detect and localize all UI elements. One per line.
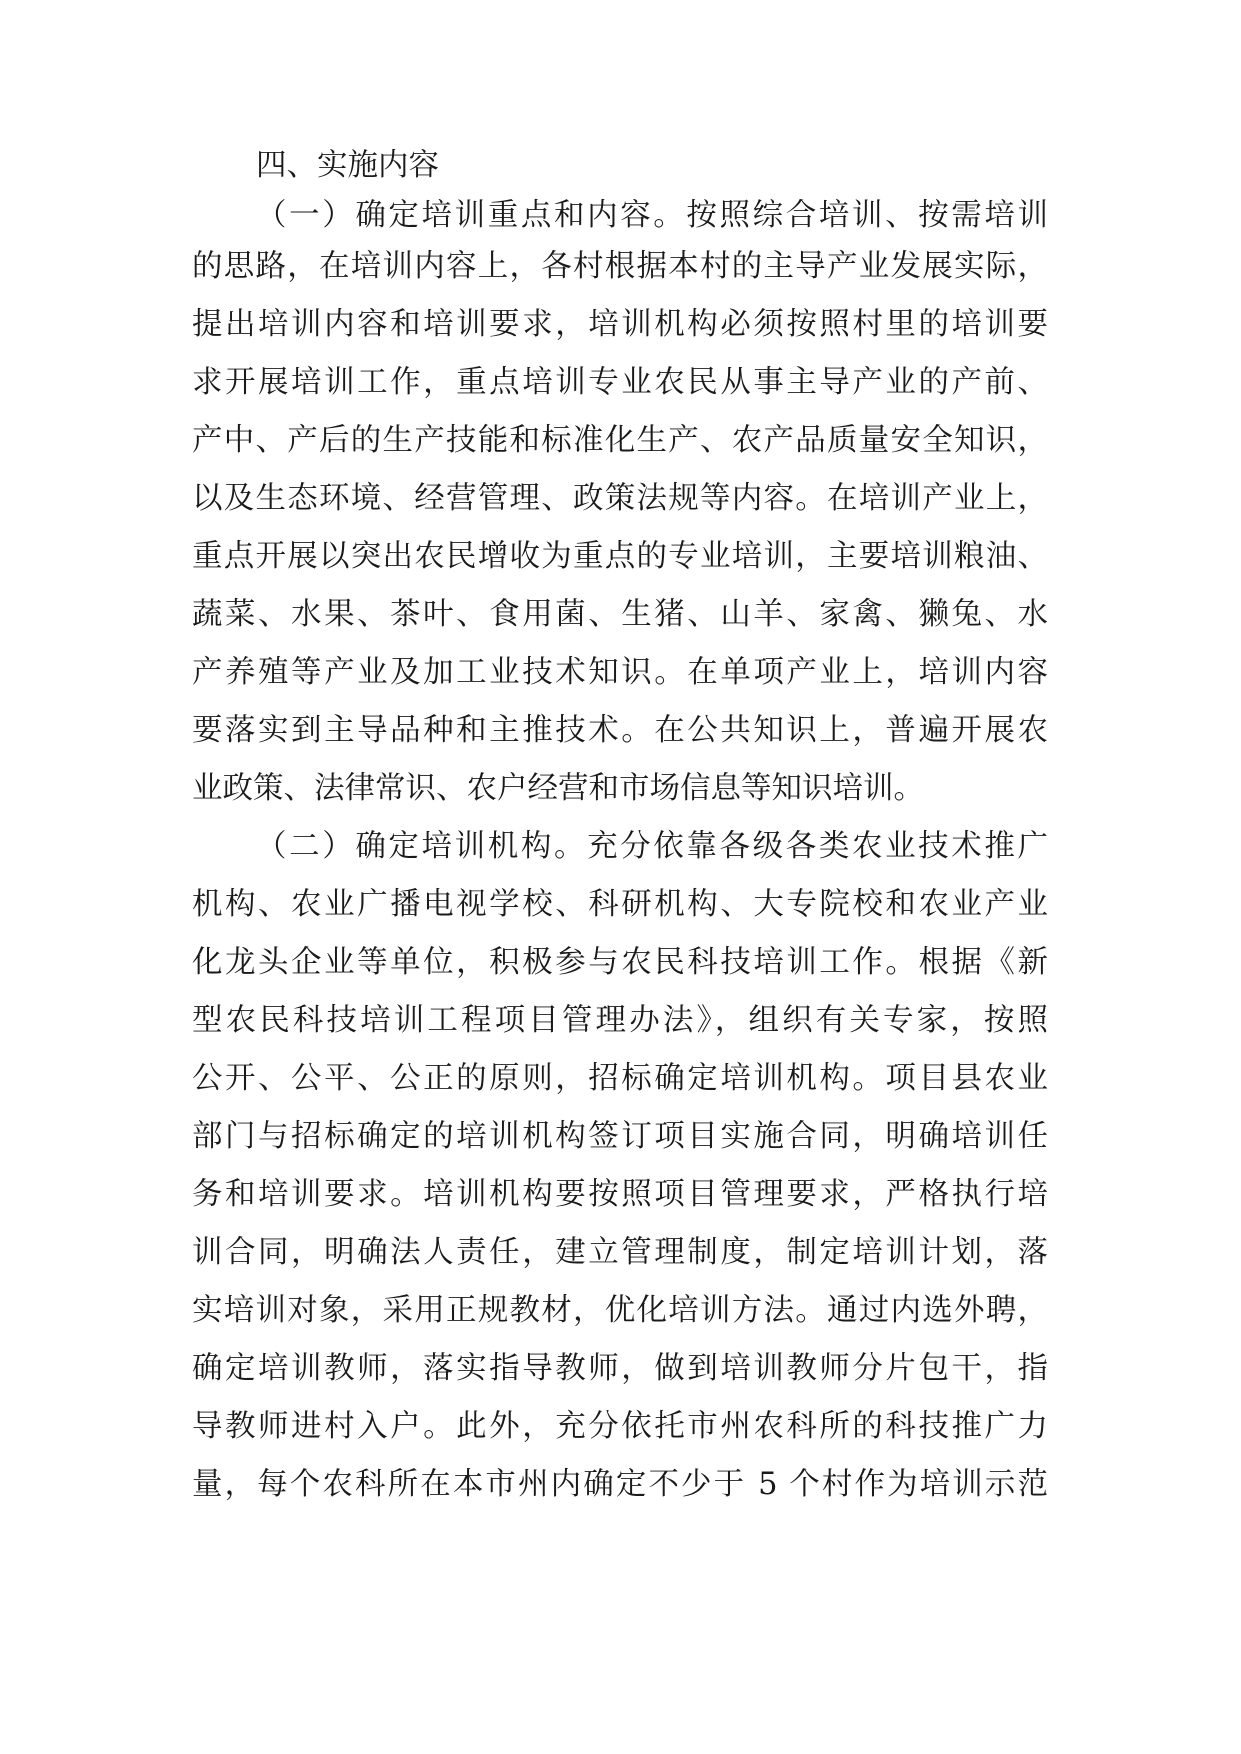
paragraph-1-line-6: 以及生态环境、经营管理、政策法规等内容。在培训产业上， xyxy=(192,481,1048,516)
paragraph-1-line-2: 的思路，在培训内容上，各村根据本村的主导产业发展实际， xyxy=(192,249,1048,284)
paragraph-1-line-5: 产中、产后的生产技能和标准化生产、农产品质量安全知识， xyxy=(192,423,1048,458)
paragraph-2-line-3: 化龙头企业等单位，积极参与农民科技培训工作。根据《新 xyxy=(192,945,1048,980)
paragraph-2-line-8: 训合同，明确法人责任，建立管理制度，制定培训计划，落 xyxy=(192,1235,1048,1270)
paragraph-1-line-10: 要落实到主导品种和主推技术。在公共知识上，普遍开展农 xyxy=(192,713,1048,748)
paragraph-2-line-1: （二）确定培训机构。充分依靠各级各类农业技术推广 xyxy=(256,829,1048,864)
paragraph-2-line-12: 量，每个农科所在本市州内确定不少于 5 个村作为培训示范 xyxy=(192,1467,1048,1502)
paragraph-2-line-11: 导教师进村入户。此外，充分依托市州农科所的科技推广力 xyxy=(192,1409,1048,1444)
paragraph-2-line-7: 务和培训要求。培训机构要按照项目管理要求，严格执行培 xyxy=(192,1177,1048,1212)
paragraph-1-line-8: 蔬菜、水果、茶叶、食用菌、生猪、山羊、家禽、獭兔、水 xyxy=(192,597,1048,632)
paragraph-1-line-7: 重点开展以突出农民增收为重点的专业培训，主要培训粮油、 xyxy=(192,539,1048,574)
paragraph-1-line-3: 提出培训内容和培训要求，培训机构必须按照村里的培训要 xyxy=(192,307,1048,342)
paragraph-1-line-11: 业政策、法律常识、农户经营和市场信息等知识培训。 xyxy=(192,771,924,806)
paragraph-2-line-10: 确定培训教师，落实指导教师，做到培训教师分片包干，指 xyxy=(192,1351,1048,1386)
paragraph-2-line-5: 公开、公平、公正的原则，招标确定培训机构。项目县农业 xyxy=(192,1061,1048,1096)
paragraph-1-line-1: （一）确定培训重点和内容。按照综合培训、按需培训 xyxy=(256,198,1048,233)
paragraph-1-line-9: 产养殖等产业及加工业技术知识。在单项产业上，培训内容 xyxy=(192,655,1048,690)
paragraph-2-line-2: 机构、农业广播电视学校、科研机构、大专院校和农业产业 xyxy=(192,887,1048,922)
paragraph-2-line-6: 部门与招标确定的培训机构签订项目实施合同，明确培训任 xyxy=(192,1119,1048,1154)
paragraph-2-line-9: 实培训对象，采用正规教材，优化培训方法。通过内选外聘， xyxy=(192,1293,1048,1328)
paragraph-2-line-4: 型农民科技培训工程项目管理办法》，组织有关专家，按照 xyxy=(192,1003,1048,1038)
paragraph-1-line-4: 求开展培训工作，重点培训专业农民从事主导产业的产前、 xyxy=(192,365,1048,400)
section-heading: 四、实施内容 xyxy=(256,148,439,183)
